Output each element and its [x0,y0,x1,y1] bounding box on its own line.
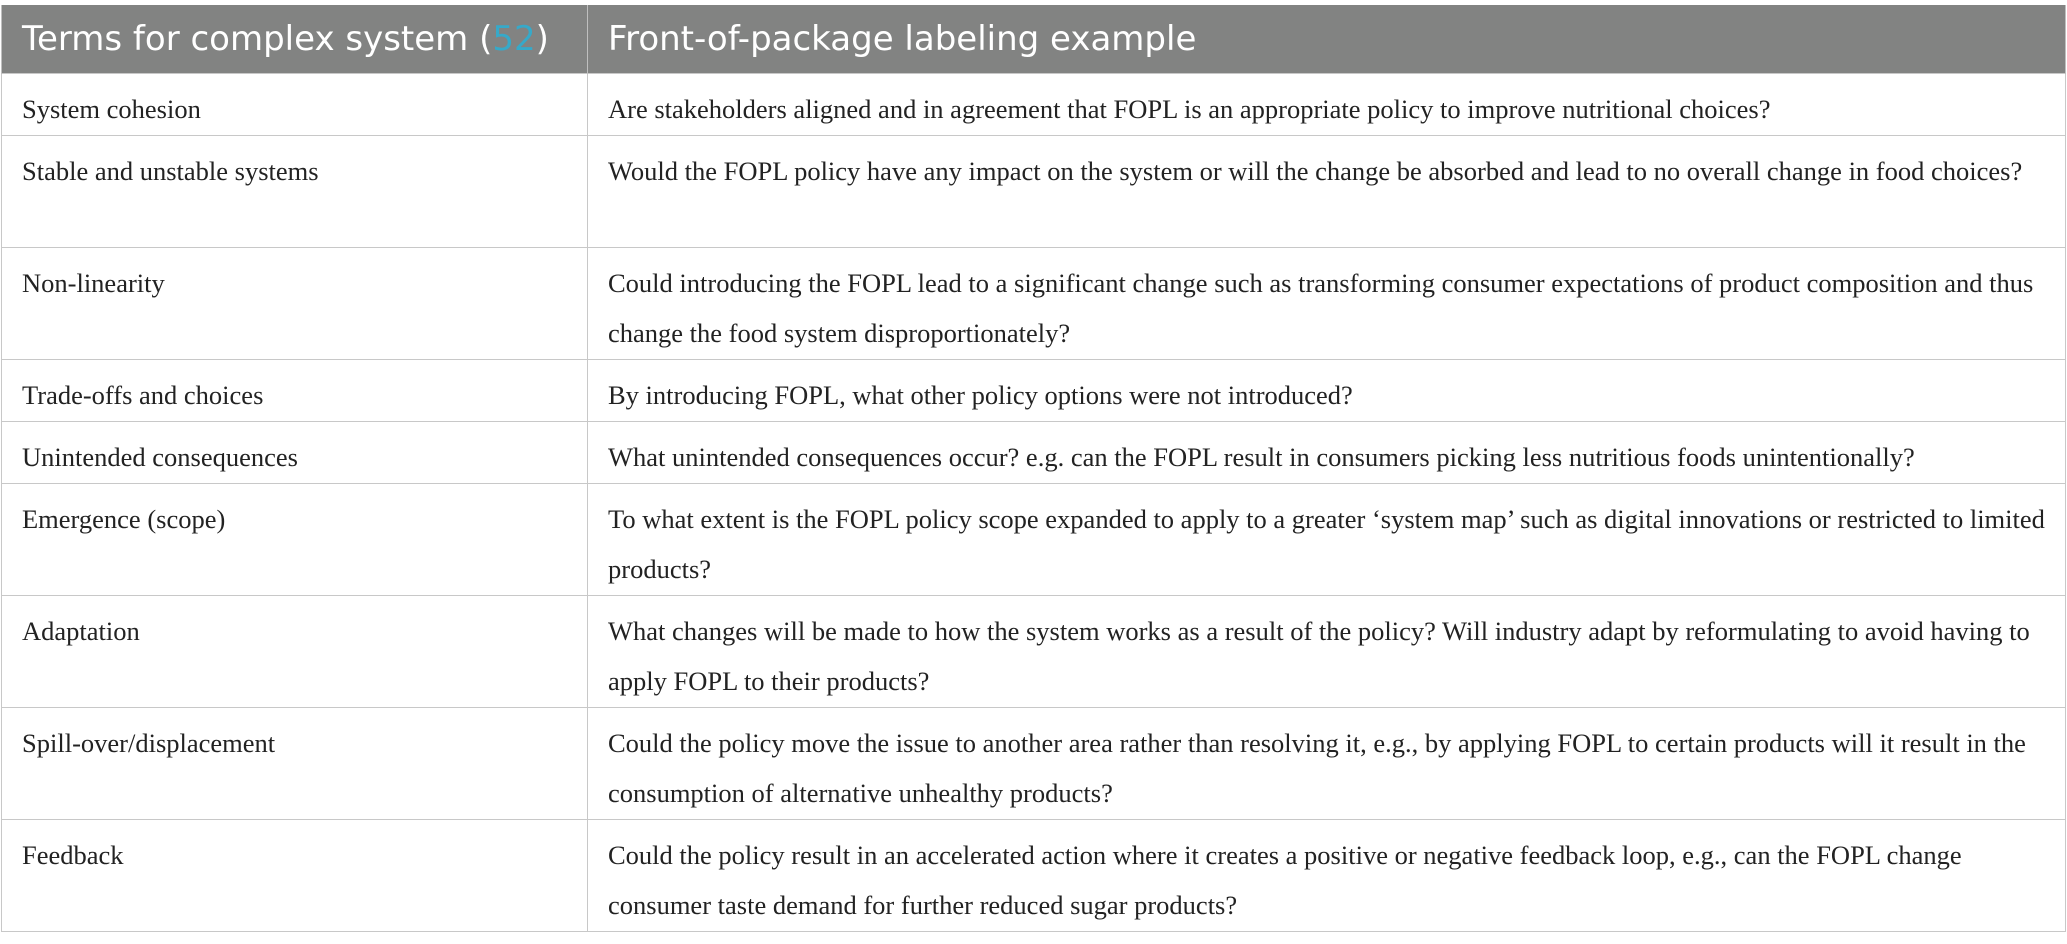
example-cell: Could the policy move the issue to another area rather than resolving it, e.g., by applying FOPL to certain products will it result in the consumption of alternative unhealthy products? [588,707,2066,819]
example-cell: What changes will be made to how the system works as a result of the policy? Will industry adapt by reformulating to avoid having to apply FOPL to their products? [588,595,2066,707]
column-header-terms [2,5,588,73]
complex-system-table [1,5,2065,932]
table-row [2,595,2066,707]
example-cell: By introducing FOPL, what other policy options were not introduced? [588,359,2066,421]
example-cell: Could introducing the FOPL lead to a significant change such as transforming consumer expectations of product composition and thus change the food system disproportionately? [588,247,2066,359]
table-row [2,421,2066,483]
term-cell: Spill-over/displacement [2,707,588,819]
table-row [2,483,2066,595]
table-row [2,73,2066,135]
table [1,5,2066,932]
header-row [2,5,2066,73]
table-row [2,247,2066,359]
table-row [2,819,2066,931]
example-cell: What unintended consequences occur? e.g. can the FOPL result in consumers picking less nutritious foods unintentionally? [588,421,2066,483]
term-cell: Stable and unstable systems [2,135,588,247]
table-row [2,359,2066,421]
table-body [2,73,2066,931]
column-header-example: Front-of-package labeling example [588,5,2066,73]
term-cell: Trade-offs and choices [2,359,588,421]
column-header-terms-suffix: ) [535,18,549,59]
example-cell: Are stakeholders aligned and in agreement that FOPL is an appropriate policy to improve nutritional choices? [588,73,2066,135]
example-cell: Would the FOPL policy have any impact on the system or will the change be absorbed and lead to no overall change in food choices? [588,135,2066,247]
table-row [2,135,2066,247]
citation-link[interactable]: 52 [492,18,536,59]
term-cell: Adaptation [2,595,588,707]
table-row [2,707,2066,819]
table-header [2,5,2066,73]
example-cell: To what extent is the FOPL policy scope expanded to apply to a greater ‘system map’ such as digital innovations or restricted to limited products? [588,483,2066,595]
term-cell: Non-linearity [2,247,588,359]
example-cell: Could the policy result in an accelerated action where it creates a positive or negative feedback loop, e.g., can the FOPL change consumer taste demand for further reduced sugar products? [588,819,2066,931]
term-cell: Feedback [2,819,588,931]
column-header-terms-prefix: Terms for complex system ( [22,18,493,59]
term-cell: Unintended consequences [2,421,588,483]
term-cell: Emergence (scope) [2,483,588,595]
term-cell: System cohesion [2,73,588,135]
